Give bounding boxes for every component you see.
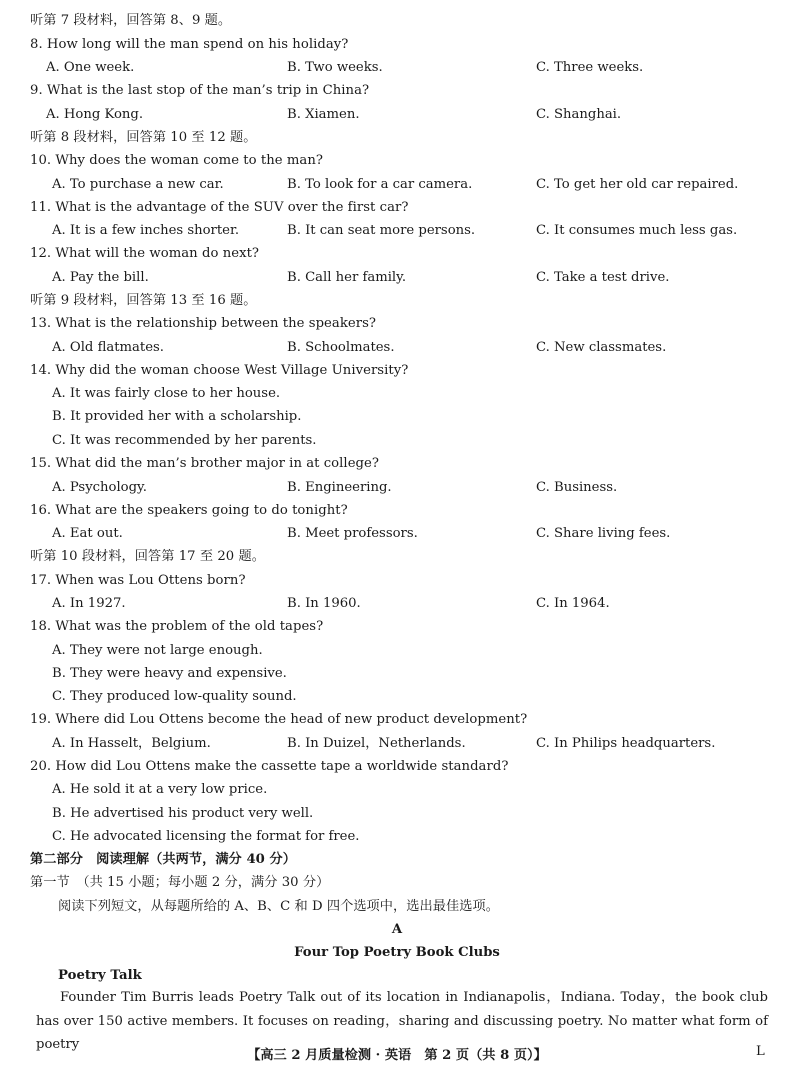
q10-option-b: B. To look for a car camera. (287, 177, 473, 192)
q9-option-a: A. Hong Kong. (46, 107, 144, 122)
section-heading-9: 听第 9 段材料，回答第 13 至 16 题。 (30, 293, 257, 308)
q12-option-c: C. Take a test drive. (536, 270, 670, 285)
q14-option-c: C. It was recommended by her parents. (52, 433, 317, 448)
q19-option-b: B. In Duizel，Netherlands. (287, 736, 466, 751)
question-17: 17. When was Lou Ottens born? (30, 573, 246, 588)
q11-option-b: B. It can seat more persons. (287, 223, 476, 238)
q9-option-c: C. Shanghai. (536, 107, 622, 122)
q15-option-c: C. Business. (536, 480, 618, 495)
question-18: 18. What was the problem of the old tapes? (30, 619, 324, 634)
q8-option-b: B. Two weeks. (287, 60, 383, 75)
q15-option-a: A. Psychology. (52, 480, 147, 495)
section-heading-10: 听第 10 段材料，回答第 17 至 20 题。 (30, 549, 265, 564)
q20-option-c: C. He advocated licensing the format for free. (52, 829, 360, 844)
q11-option-a: A. It is a few inches shorter. (52, 223, 240, 238)
q9-option-b: B. Xiamen. (287, 107, 360, 122)
q14-option-a: A. It was fairly close to her house. (52, 386, 281, 401)
q13-option-a: A. Old flatmates. (52, 340, 164, 355)
section-heading-7: 听第 7 段材料，回答第 8、9 题。 (30, 13, 232, 28)
question-20: 20. How did Lou Ottens make the cassette tape a worldwide standard? (30, 759, 509, 774)
section-heading-8: 听第 8 段材料，回答第 10 至 12 题。 (30, 130, 257, 145)
q20-option-a: A. He sold it at a very low price. (52, 782, 268, 797)
question-11: 11. What is the advantage of the SUV over the first car? (30, 200, 409, 215)
question-19: 19. Where did Lou Ottens become the head of new product development? (30, 712, 528, 727)
q15-option-b: B. Engineering. (287, 480, 392, 495)
q19-option-c: C. In Philips headquarters. (536, 736, 716, 751)
q10-option-a: A. To purchase a new car. (52, 177, 224, 192)
question-13: 13. What is the relationship between the speakers? (30, 316, 377, 331)
q17-option-c: C. In 1964. (536, 596, 610, 611)
question-9: 9. What is the last stop of the man’s trip in China? (30, 83, 370, 98)
page-footer: 【高三 2 月质量检测 · 英语 第 2 页（共 8 页）】 (247, 1048, 547, 1063)
q13-option-b: B. Schoolmates. (287, 340, 395, 355)
q12-option-b: B. Call her family. (287, 270, 407, 285)
question-16: 16. What are the speakers going to do tonight? (30, 503, 348, 518)
q19-option-a: A. In Hasselt，Belgium. (52, 736, 211, 751)
question-12: 12. What will the woman do next? (30, 246, 260, 261)
q18-option-c: C. They produced low-quality sound. (52, 689, 297, 704)
passage-title: Four Top Poetry Book Clubs (294, 945, 500, 960)
q16-option-a: A. Eat out. (52, 526, 123, 541)
q18-option-a: A. They were not large enough. (52, 643, 263, 658)
club-paragraph: Founder Tim Burris leads Poetry Talk out of its location in Indianapolis，Indiana. Today，the book club has over 150 active members. It focuses on reading，sharing and discussing poetry. No matter what form of poetry (36, 990, 768, 1052)
passage-letter: A (391, 922, 403, 937)
q10-option-c: C. To get her old car repaired. (536, 177, 739, 192)
part2-instruction: 阅读下列短文，从每题所给的 A、B、C 和 D 四个选项中，选出最佳选项。 (58, 899, 499, 914)
footer-version-letter: L (756, 1044, 765, 1059)
q16-option-c: C. Share living fees. (536, 526, 671, 541)
q11-option-c: C. It consumes much less gas. (536, 223, 738, 238)
q20-option-b: B. He advertised his product very well. (52, 806, 314, 821)
question-14: 14. Why did the woman choose West Village University? (30, 363, 409, 378)
part2-section1: 第一节 （共 15 小题；每小题 2 分，满分 30 分） (30, 875, 330, 890)
q14-option-b: B. It provided her with a scholarship. (52, 409, 302, 424)
q17-option-a: A. In 1927. (52, 596, 126, 611)
part2-heading: 第二部分 阅读理解（共两节，满分 40 分） (30, 852, 297, 867)
q17-option-b: B. In 1960. (287, 596, 361, 611)
q13-option-c: C. New classmates. (536, 340, 667, 355)
q12-option-a: A. Pay the bill. (52, 270, 149, 285)
q16-option-b: B. Meet professors. (287, 526, 418, 541)
q8-option-a: A. One week. (46, 60, 135, 75)
club-name: Poetry Talk (58, 968, 142, 983)
question-15: 15. What did the man’s brother major in at college? (30, 456, 380, 471)
q8-option-c: C. Three weeks. (536, 60, 644, 75)
question-8: 8. How long will the man spend on his holiday? (30, 37, 349, 52)
question-10: 10. Why does the woman come to the man? (30, 153, 323, 168)
q18-option-b: B. They were heavy and expensive. (52, 666, 287, 681)
